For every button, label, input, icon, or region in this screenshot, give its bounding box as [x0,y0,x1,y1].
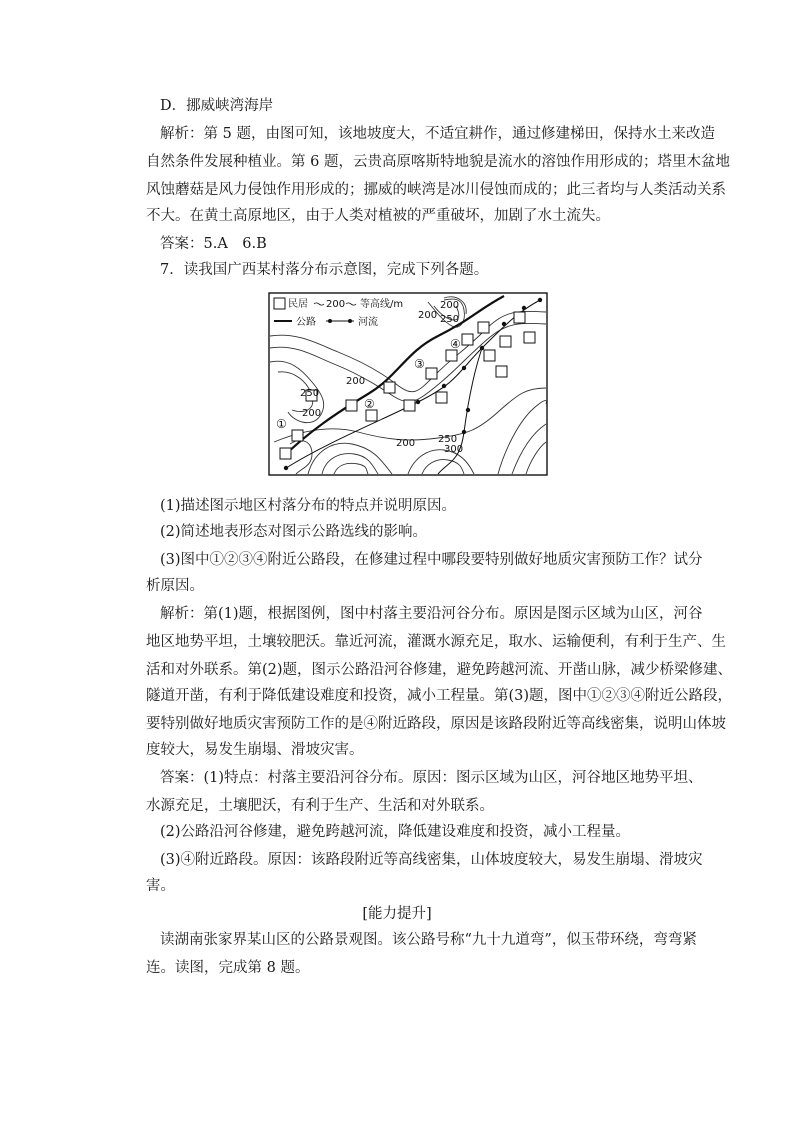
marker-4: ④ [450,337,461,351]
answer-7: 答案：(1)特点：村落主要沿河谷分布。原因：图示区域为山区，河谷地区地势平坦、 [160,770,703,786]
explanation-7: 解析：第(1)题，根据图例，图中村落主要沿河谷分布。原因是图示区域为山区，河谷 [160,606,703,622]
explanation-line: 解析：第 5 题，由图可知，该地坡度大，不适宜耕作，通过修建梯田，保持水土来改造 [160,126,715,142]
answer-5-6: 答案：5.A 6.B [160,236,267,252]
explanation-7: 活和对外联系。第(2)题，图示公路沿河谷修建，避免跨越河流、开凿山脉，减少桥梁修建、 [146,662,733,678]
subquestion-3-cont: 析原因。 [146,578,204,594]
contour-label: 200 [302,408,322,419]
subquestion-3: (3)图中①②③④附近公路段，在修建过程中哪段要特别做好地质灾害预防工作？试分 [160,552,703,568]
marker-1: ① [276,417,287,431]
explanation-7: 要特别做好地质灾害预防工作的是④附近路段，原因是该路段附近等高线密集，说明山体坡 [146,716,726,732]
contour-label: 250 [300,388,320,399]
legend-house-icon [274,298,285,309]
explanation-line: 风蚀蘑菇是风力侵蚀作用形成的；挪威的峡湾是冰川侵蚀而成的；此三者均与人类活动关系 [146,182,726,198]
section-heading: [能力提升] [362,906,432,922]
contour-label: 200 [418,310,438,321]
contour-label: 300 [444,444,464,455]
legend-contour-value: 200 [326,299,346,310]
answer-7: (2)公路沿河谷修建，避免跨越河流，降低建设难度和投资，减小工程量。 [160,824,631,840]
explanation-7: 度较大，易发生崩塌、滑坡灾害。 [146,742,364,758]
explanation-7: 地区地势平坦，土壤较肥沃。靠近河流，灌溉水源充足，取水、运输便利，有利于生产、生 [146,634,726,650]
village-distribution-map [268,292,548,476]
legend-road: 公路 [296,317,316,328]
marker-3: ③ [414,357,425,371]
question-7: 7．读我国广西某村落分布示意图，完成下列各题。 [160,262,489,278]
contour-label: 200 [346,376,366,387]
subquestion-2: (2)简述地表形态对图示公路选线的影响。 [160,524,428,540]
answer-7: 害。 [146,878,175,894]
contour-label: 250 [438,434,458,445]
explanation-7: 隧道开凿，有利于降低建设难度和投资，减小工程量。第(3)题，图中①②③④附近公路段， [146,688,733,704]
legend-house: 民居 [288,299,308,310]
legend-contour: 等高线/m [360,299,404,310]
map-legend [270,294,420,328]
question-8-intro: 连。读图，完成第 8 题。 [146,960,310,976]
explanation-line: 自然条件发展种植业。第 6 题，云贵高原喀斯特地貌是流水的溶蚀作用形成的；塔里木盆地 [146,154,730,170]
legend-river: 河流 [358,317,378,328]
marker-2: ② [364,397,375,411]
contour-label: 200 [440,300,460,311]
explanation-line: 不大。在黄土高原地区，由于人类对植被的严重破坏，加剧了水土流失。 [146,208,610,224]
option-d: D．挪威峡湾海岸 [160,98,274,114]
answer-7: (3)④附近路段。原因：该路段附近等高线密集，山体坡度较大，易发生崩塌、滑坡灾 [160,852,703,868]
answer-7: 水源充足，土壤肥沃，有利于生产、生活和对外联系。 [146,798,494,814]
contour-label: 250 [440,314,460,325]
contour-label: 200 [396,438,416,449]
subquestion-1: (1)描述图示地区村落分布的特点并说明原因。 [160,498,457,514]
question-8-intro: 读湖南张家界某山区的公路景观图。该公路号称“九十九道弯”，似玉带环绕，弯弯紧 [160,932,697,948]
